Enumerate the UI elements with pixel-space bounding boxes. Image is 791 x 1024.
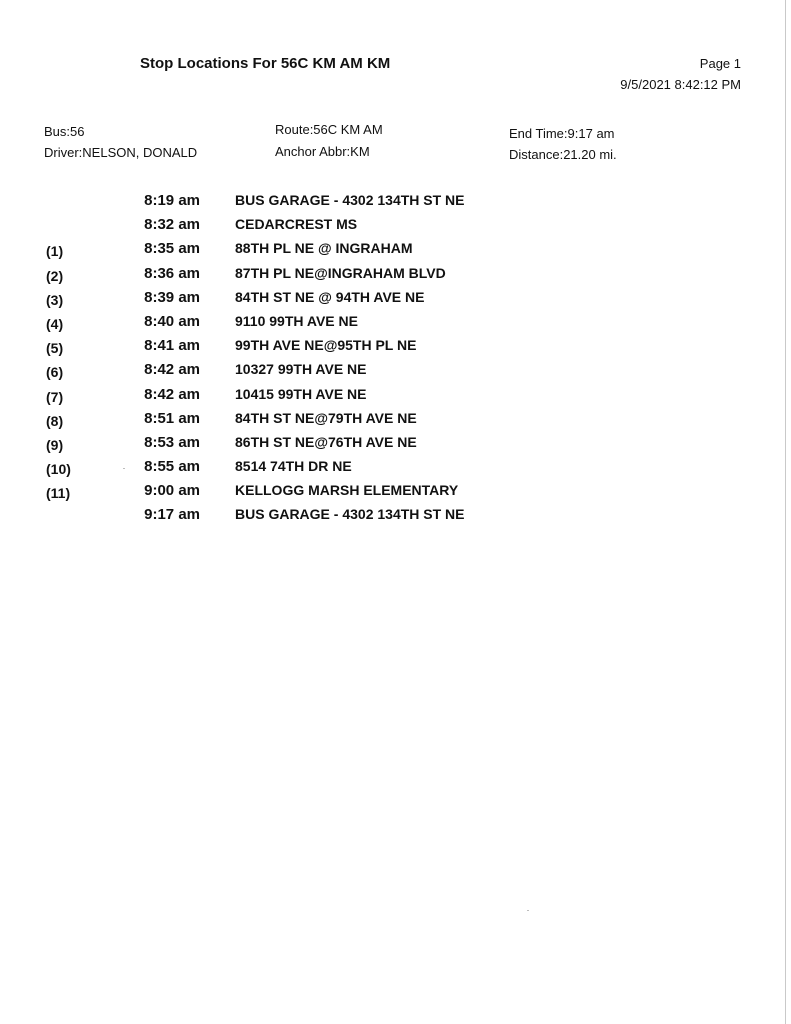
stop-number: (2) [46, 267, 64, 284]
stop-row [44, 410, 604, 434]
stop-list [44, 192, 604, 531]
stop-number: (4) [46, 315, 64, 332]
stop-number: (5) [46, 340, 64, 357]
stop-row [44, 313, 604, 337]
stop-number: (9) [46, 436, 64, 453]
stop-time: 8:32 am [144, 216, 200, 234]
anchor-abbr: Anchor Abbr:KM [275, 144, 370, 159]
stop-time: 8:36 am [144, 264, 200, 282]
route-name: Route:56C KM AM [275, 122, 383, 137]
scan-speck [527, 910, 529, 911]
stop-time: 8:41 am [144, 337, 200, 355]
stop-time: 8:42 am [144, 361, 200, 379]
stop-row [44, 289, 604, 313]
stop-location: 86TH ST NE@76TH AVE NE [235, 433, 417, 450]
stop-number: (10) [46, 461, 71, 478]
stop-location: 9110 99TH AVE NE [235, 312, 358, 329]
stop-number: (3) [46, 291, 64, 308]
stop-location: 10415 99TH AVE NE [235, 385, 367, 402]
stop-number: (11) [46, 485, 71, 502]
route-distance: Distance:21.20 mi. [509, 147, 617, 162]
stop-time: 8:42 am [144, 385, 200, 403]
stop-time: 8:40 am [144, 312, 200, 330]
stop-location: 88TH PL NE @ INGRAHAM [235, 240, 413, 257]
stop-number: (1) [46, 243, 64, 260]
stop-location: 84TH ST NE @ 94TH AVE NE [235, 288, 425, 305]
page-number: Page 1 [699, 56, 741, 71]
stop-location: 87TH PL NE@INGRAHAM BLVD [235, 264, 446, 281]
stop-row [44, 265, 604, 289]
stop-location: BUS GARAGE - 4302 134TH ST NE [235, 192, 465, 208]
end-time: End Time:9:17 am [509, 126, 615, 141]
stop-location: 10327 99TH AVE NE [235, 361, 367, 378]
stop-row [44, 361, 604, 385]
stop-location: 8514 74TH DR NE [235, 458, 352, 475]
print-timestamp: 9/5/2021 8:42:12 PM [620, 77, 741, 92]
stop-location: 84TH ST NE@79TH AVE NE [235, 409, 417, 426]
stop-time: 8:39 am [144, 288, 200, 306]
stop-location: BUS GARAGE - 4302 134TH ST NE [235, 506, 465, 523]
stop-location: CEDARCREST MS [235, 216, 358, 233]
stop-time: 8:19 am [144, 192, 200, 209]
page-edge [785, 0, 786, 1024]
stop-row [44, 337, 604, 361]
stop-time: 8:51 am [144, 409, 200, 427]
stop-location: KELLOGG MARSH ELEMENTARY [235, 482, 459, 499]
stop-row [44, 216, 604, 240]
stop-time: 9:00 am [144, 482, 200, 500]
driver-name: Driver:NELSON, DONALD [44, 145, 198, 160]
scan-speck [123, 468, 125, 469]
bus-number: Bus:56 [44, 124, 85, 139]
stop-row [44, 434, 604, 458]
stop-location: 99TH AVE NE@95TH PL NE [235, 337, 417, 354]
stop-number: (8) [46, 412, 64, 429]
stop-time: 8:53 am [144, 433, 200, 451]
stop-row [44, 192, 604, 216]
stop-time: 9:17 am [144, 506, 200, 524]
stop-row [44, 506, 604, 530]
stop-time: 8:55 am [144, 458, 200, 476]
stop-row [44, 458, 604, 482]
stop-time: 8:35 am [144, 240, 200, 258]
stop-row [44, 482, 604, 506]
stop-number: (6) [46, 364, 64, 381]
stop-row [44, 386, 604, 410]
stop-number: (7) [46, 388, 64, 405]
stop-row [44, 240, 604, 264]
report-title: Stop Locations For 56C KM AM KM [140, 55, 391, 72]
